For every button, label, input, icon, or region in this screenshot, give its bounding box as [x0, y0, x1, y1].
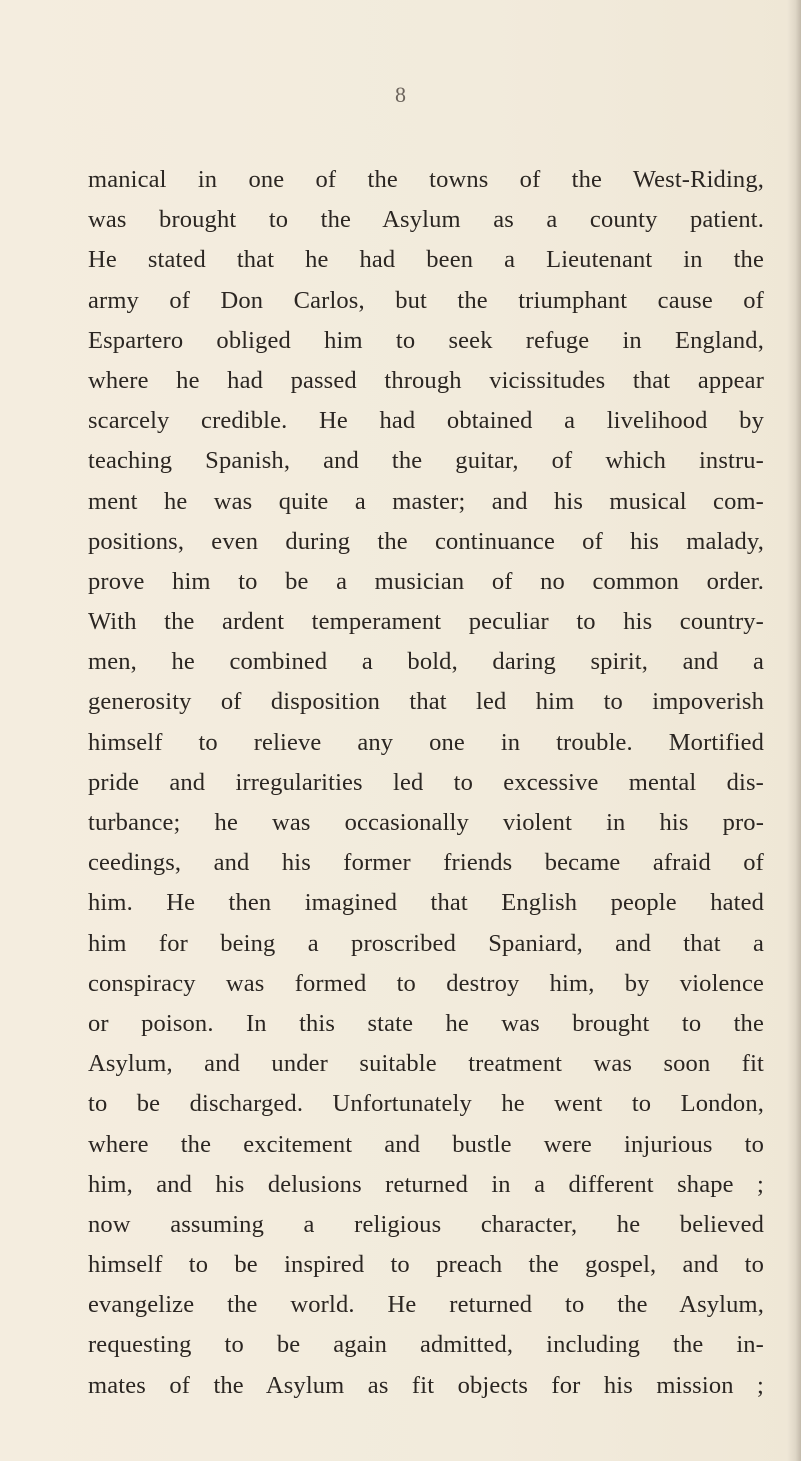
text-line: army of Don Carlos, but the triumphant cause of — [88, 286, 764, 314]
text-line: where the excitement and bustle were injurious to — [88, 1130, 764, 1158]
text-line: or poison. In this state he was brought to the — [88, 1009, 764, 1037]
text-line: generosity of disposition that led him to impoverish — [88, 688, 764, 716]
text-line: ceedings, and his former friends became afraid of — [88, 849, 764, 877]
text-line: him. He then imagined that English people hated — [88, 889, 764, 917]
text-line: conspiracy was formed to destroy him, by violence — [88, 969, 764, 997]
page-edge-shadow — [787, 0, 801, 1461]
text-line: pride and irregularities led to excessive mental dis- — [88, 768, 764, 796]
text-line: him for being a proscribed Spaniard, and that a — [88, 929, 764, 957]
page-number: 8 — [395, 82, 406, 107]
text-line: now assuming a religious character, he believed — [88, 1210, 764, 1238]
text-line: scarcely credible. He had obtained a livelihood by — [88, 407, 764, 435]
text-line: Asylum, and under suitable treatment was soon fit — [88, 1050, 764, 1078]
text-line: was brought to the Asylum as a county patient. — [88, 206, 764, 234]
text-line: He stated that he had been a Lieutenant in the — [88, 246, 764, 274]
text-line: With the ardent temperament peculiar to his country- — [88, 608, 764, 636]
text-line: prove him to be a musician of no common order. — [88, 567, 764, 595]
body-text — [88, 160, 764, 1406]
text-line: himself to relieve any one in trouble. Mortified — [88, 728, 764, 756]
text-line: turbance; he was occasionally violent in his pro- — [88, 809, 764, 836]
text-line: to be discharged. Unfortunately he went to London, — [88, 1090, 764, 1118]
text-line: himself to be inspired to preach the gospel, and to — [88, 1251, 764, 1279]
text-line: Espartero obliged him to seek refuge in England, — [88, 326, 764, 354]
text-line: men, he combined a bold, daring spirit, and a — [88, 648, 764, 676]
text-line: evangelize the world. He returned to the Asylum, — [88, 1291, 764, 1319]
text-line: mates of the Asylum as fit objects for his mission ; — [88, 1371, 764, 1399]
text-line: positions, even during the continuance of his malady, — [88, 527, 764, 555]
text-line: where he had passed through vicissitudes that appear — [88, 366, 764, 394]
text-line: him, and his delusions returned in a different shape ; — [88, 1170, 764, 1198]
text-line: teaching Spanish, and the guitar, of which instru- — [88, 447, 764, 475]
text-line: manical in one of the towns of the West-Riding, — [88, 166, 764, 193]
text-line: ment he was quite a master; and his musical com- — [88, 487, 764, 515]
text-line: requesting to be again admitted, including the in- — [88, 1331, 764, 1359]
